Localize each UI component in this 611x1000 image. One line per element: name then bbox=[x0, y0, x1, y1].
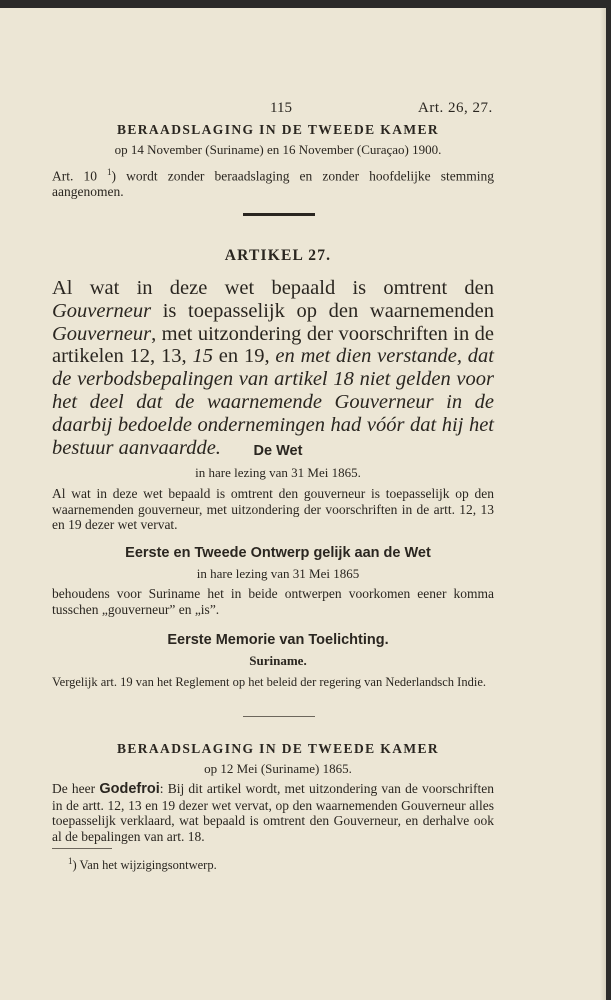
debate-text: De heer Godefroi: Bij dit artikel wordt, met uitzondering van de voorschriften in de artt. 12, 13 en 19 dezer wet vervat, op den waarnemenden Gouverneur alles toepasselijk verklaard, wat bepaald is omtrent den Gouverneur, en derhalve ook al de bepalingen van art. 18. bbox=[52, 781, 494, 844]
page-number: 115 bbox=[270, 100, 292, 116]
divider-thick bbox=[243, 213, 315, 216]
footnote-divider bbox=[52, 848, 112, 849]
article-title: ARTIKEL 27. bbox=[224, 247, 332, 264]
section-subheading-2: op 12 Mei (Suriname) 1865. bbox=[204, 761, 352, 776]
section-subheading-1: op 14 November (Suriname) en 16 November (Curaçao) 1900. bbox=[114, 142, 442, 157]
memorie-heading: Eerste Memorie van Toelichting. bbox=[167, 632, 389, 648]
memorie-subheading: Suriname. bbox=[249, 653, 307, 668]
ontwerp-heading: Eerste en Tweede Ontwerp gelijk aan de Wet bbox=[125, 545, 431, 561]
footnote: $^1$) Van het wijzigingsontwerp. bbox=[68, 856, 217, 873]
wet-subheading: in hare lezing van 31 Mei 1865. bbox=[195, 465, 361, 480]
section-heading-1: BERAADSLAGING IN DE TWEEDE KAMER bbox=[116, 122, 440, 137]
document-page bbox=[0, 8, 606, 1000]
article-reference: Art. 26, 27. bbox=[418, 100, 493, 116]
paragraph-art10: Art. 10 $^1$) wordt zonder beraadslaging en zonder hoofdelijke stemming aangenomen. bbox=[52, 167, 494, 199]
speaker-name: Godefroi bbox=[99, 781, 160, 797]
ontwerp-subheading: in hare lezing van 31 Mei 1865 bbox=[196, 566, 360, 581]
wet-text: Al wat in deze wet bepaald is omtrent den gouverneur is toepasselijk op den waarnemenden gouverneur, met uitzondering der voorschriften in de artt. 12, 13 en 19 dezer wet vervat. bbox=[52, 486, 494, 532]
section-heading-2: BERAADSLAGING IN DE TWEEDE KAMER bbox=[116, 741, 440, 756]
footnote-ref: 1 bbox=[107, 167, 112, 177]
divider-thin bbox=[243, 716, 315, 717]
wet-heading: De Wet bbox=[253, 443, 303, 459]
article-text: Al wat in deze wet bepaald is omtrent den Gouverneur is toepasselijk op den waarnemenden Gouverneur, met uitzondering der voorschriften in de artikelen 12, 13, 15 en 19, en met dien verstande, dat de verbodsbepalingen van artikel 18 niet gelden voor het deel dat de waarnemende Gouverneur in de daarbij bedoelde ondernemingen had vóór dat hij het bestuur aanvaardde. bbox=[52, 277, 494, 459]
memorie-text: Vergelijk art. 19 van het Reglement op het beleid der regering van Nederlandsch Indie. bbox=[52, 675, 486, 689]
ontwerp-text: behoudens voor Suriname het in beide ontwerpen voorkomen eener komma tusschen „gouverneur” en „is”. bbox=[52, 586, 494, 617]
